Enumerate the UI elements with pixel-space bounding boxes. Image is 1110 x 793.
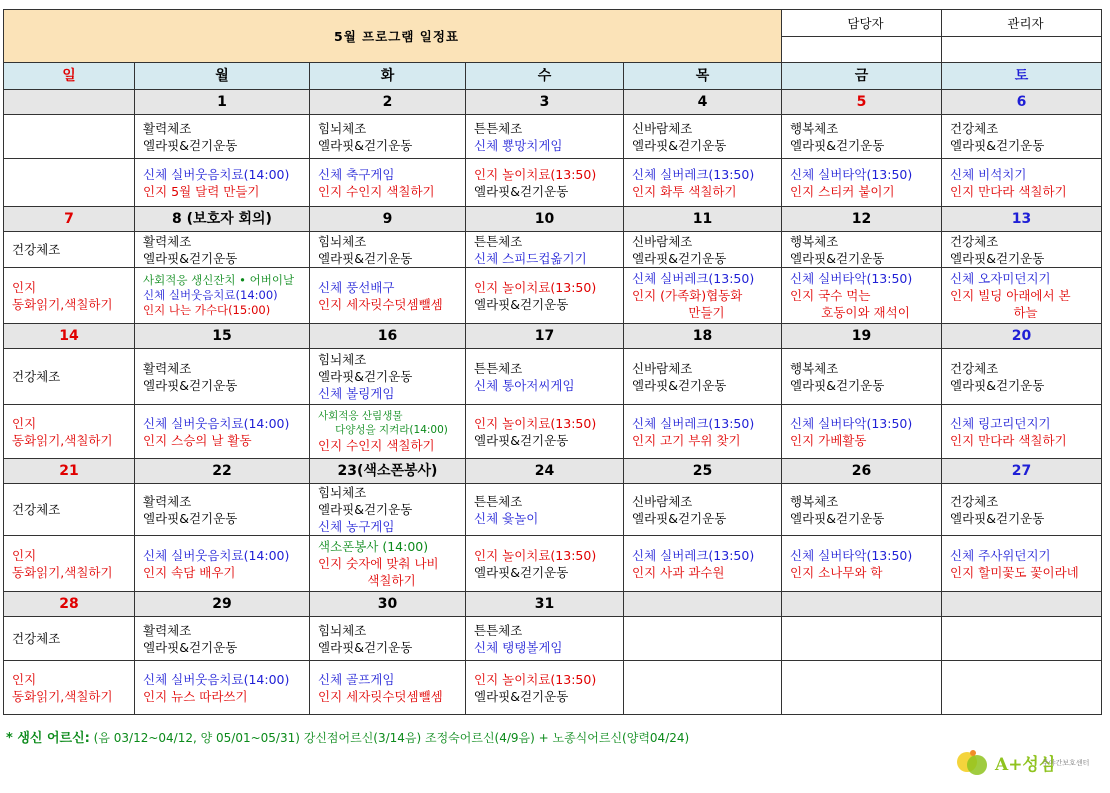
- date-cell: 16: [310, 324, 466, 349]
- program-line: 인지 만다라 색칠하기: [950, 183, 1067, 199]
- program-cell[interactable]: [942, 115, 1102, 159]
- date-cell: 19: [782, 324, 942, 349]
- program-cell[interactable]: [466, 661, 624, 715]
- program-cell[interactable]: [782, 484, 942, 536]
- date-cell: 17: [466, 324, 624, 349]
- date-cell: 27: [942, 459, 1102, 484]
- program-cell[interactable]: [135, 617, 310, 661]
- program-line: 신바람체조: [632, 120, 693, 136]
- program-line: 엘라핏&걷기운동: [318, 502, 413, 517]
- weekday-sat: 토: [942, 63, 1102, 90]
- program-line: 엘라핏&걷기운동: [790, 510, 885, 526]
- program-cell[interactable]: [782, 536, 942, 592]
- program-line: 튼튼체조: [474, 233, 523, 249]
- program-line: 활력체조: [143, 622, 192, 638]
- program-cell[interactable]: [782, 268, 942, 324]
- date-cell: [942, 592, 1102, 617]
- program-line: 엘라핏&걷기운동: [632, 137, 727, 153]
- program-line: 인지 숫자에 맞춰 나비: [318, 556, 439, 571]
- program-cell[interactable]: [466, 349, 624, 405]
- program-line: 신체 골프게임: [318, 671, 395, 687]
- program-cell[interactable]: [466, 536, 624, 592]
- program-line: 인지 나는 가수다(15:00): [143, 303, 271, 317]
- program-line: 엘라핏&걷기운동: [474, 688, 569, 704]
- program-line: 동화읽기,색칠하기: [12, 688, 113, 704]
- program-line: 건강체조: [12, 631, 61, 646]
- program-line: 건강체조: [950, 493, 999, 509]
- program-line: 신체 축구게임: [318, 166, 395, 182]
- date-cell: 10: [466, 207, 624, 232]
- program-line: 엘라핏&걷기운동: [318, 369, 413, 384]
- program-cell[interactable]: [310, 617, 466, 661]
- program-cell[interactable]: [624, 617, 782, 661]
- program-line: 동화읽기,색칠하기: [12, 296, 113, 312]
- pm-program-row: [4, 536, 1102, 592]
- program-line: 건강체조: [950, 120, 999, 136]
- am-program-row: [4, 484, 1102, 536]
- program-line: 엘라핏&걷기운동: [790, 377, 885, 393]
- program-line: 인지 가베활동: [790, 432, 867, 448]
- program-line: 인지 놀이치료(13:50): [474, 166, 597, 182]
- program-line: 신체 실버웃음치료(14:00): [143, 547, 290, 563]
- am-program-row: [4, 115, 1102, 159]
- program-line: 신체 풍선배구: [318, 279, 395, 295]
- program-line: 인지 만다라 색칠하기: [950, 432, 1067, 448]
- program-cell[interactable]: [942, 484, 1102, 536]
- program-line: 건강체조: [950, 233, 999, 249]
- date-cell: 15: [135, 324, 310, 349]
- program-cell[interactable]: [466, 405, 624, 459]
- program-cell[interactable]: [466, 268, 624, 324]
- program-line: 엘라핏&걷기운동: [474, 183, 569, 199]
- program-cell[interactable]: [135, 484, 310, 536]
- logo-heart-icon: [955, 745, 995, 779]
- date-cell: [782, 592, 942, 617]
- weekday-wed: 수: [466, 63, 624, 90]
- program-cell[interactable]: [782, 232, 942, 268]
- program-cell[interactable]: [4, 405, 135, 459]
- program-line: 힘뇌체조: [318, 120, 367, 136]
- program-cell[interactable]: [310, 268, 466, 324]
- program-cell[interactable]: [310, 115, 466, 159]
- program-cell[interactable]: [135, 405, 310, 459]
- program-line: 신체 실버레크(13:50): [632, 271, 755, 286]
- pm-program-row: [4, 661, 1102, 715]
- am-program-row: [4, 617, 1102, 661]
- program-line: 엘라핏&걷기운동: [950, 510, 1045, 526]
- program-line: 튼튼체조: [474, 120, 523, 136]
- program-cell[interactable]: [942, 405, 1102, 459]
- program-cell[interactable]: [942, 617, 1102, 661]
- program-line: 인지 스승의 날 활동: [143, 432, 252, 448]
- program-line: 인지 놀이치료(13:50): [474, 547, 597, 563]
- date-cell: 30: [310, 592, 466, 617]
- program-line: 행복체조: [790, 233, 839, 249]
- date-cell: [4, 90, 135, 115]
- program-line: 엘라핏&걷기운동: [143, 250, 238, 266]
- program-cell[interactable]: [310, 232, 466, 268]
- program-cell[interactable]: [942, 159, 1102, 207]
- program-cell[interactable]: [624, 536, 782, 592]
- program-line: 행복체조: [790, 493, 839, 509]
- program-line: 인지 5월 달력 만들기: [143, 183, 260, 199]
- program-line: 인지 속담 배우기: [143, 564, 236, 580]
- program-line: 인지 세자릿수덧셈뺄셈: [318, 688, 443, 704]
- am-program-row: [4, 349, 1102, 405]
- program-cell[interactable]: [4, 232, 135, 268]
- birthday-note-label: * 생신 어르신:: [6, 731, 90, 746]
- center-logo: [955, 745, 1090, 779]
- program-cell[interactable]: [135, 268, 310, 324]
- program-line: 힘뇌체조: [318, 485, 367, 500]
- program-cell[interactable]: [466, 115, 624, 159]
- program-line: 활력체조: [143, 360, 192, 376]
- program-line: 엘라핏&걷기운동: [790, 137, 885, 153]
- program-line: 건강체조: [12, 369, 61, 384]
- program-line: 엘라핏&걷기운동: [632, 510, 727, 526]
- program-cell[interactable]: [310, 349, 466, 405]
- program-line: 엘라핏&걷기운동: [474, 564, 569, 580]
- program-cell[interactable]: [135, 232, 310, 268]
- weekday-mon: 월: [135, 63, 310, 90]
- program-cell[interactable]: [782, 349, 942, 405]
- date-cell: 31: [466, 592, 624, 617]
- program-cell[interactable]: [310, 405, 466, 459]
- date-cell: 2: [310, 90, 466, 115]
- program-cell[interactable]: [942, 349, 1102, 405]
- program-cell[interactable]: [624, 159, 782, 207]
- program-cell[interactable]: [4, 536, 135, 592]
- program-line: 힘뇌체조: [318, 352, 367, 367]
- program-cell[interactable]: [942, 536, 1102, 592]
- program-line: 엘라핏&걷기운동: [950, 377, 1045, 393]
- date-row: [4, 324, 1102, 349]
- program-line: 신체 실버웃음치료(14:00): [143, 166, 290, 182]
- program-line: 엘라핏&걷기운동: [632, 377, 727, 393]
- program-line: 튼튼체조: [474, 493, 523, 509]
- program-cell[interactable]: [624, 115, 782, 159]
- program-line: 신체 실버타악(13:50): [790, 271, 913, 286]
- program-line: 행복체조: [790, 360, 839, 376]
- birthday-note-text: (음 03/12~04/12, 양 05/01~05/31) 강신점어르신(3/14음) 조정숙어르신(4/9음) + 노종식어르신(양력04/24): [93, 731, 690, 745]
- program-line: 다양성을 지켜라(14:00): [335, 424, 448, 436]
- program-cell[interactable]: [466, 159, 624, 207]
- date-cell: 22: [135, 459, 310, 484]
- date-cell: 3: [466, 90, 624, 115]
- program-line: 신체 스피드컵옮기기: [474, 250, 587, 266]
- program-line: 엘라핏&걷기운동: [143, 639, 238, 655]
- program-cell[interactable]: [310, 159, 466, 207]
- date-cell: 1: [135, 90, 310, 115]
- program-cell[interactable]: [942, 232, 1102, 268]
- date-cell: 18: [624, 324, 782, 349]
- program-line: 엘라핏&걷기운동: [950, 250, 1045, 266]
- program-line: 동화읽기,색칠하기: [12, 564, 113, 580]
- program-line: 인지 세자릿수덧셈뺄셈: [318, 296, 443, 312]
- program-line: 인지 스티커 붙이기: [790, 183, 895, 199]
- program-line: 인지 소나무와 학: [790, 564, 883, 580]
- date-cell: 26: [782, 459, 942, 484]
- date-cell: 6: [942, 90, 1102, 115]
- program-line: 신체 윷놀이: [474, 510, 539, 526]
- program-line: 엘라핏&걷기운동: [318, 250, 413, 266]
- program-cell[interactable]: [4, 617, 135, 661]
- date-cell: 23(색소폰봉사): [310, 459, 466, 484]
- program-line: 인지 수인지 색칠하기: [318, 438, 435, 453]
- manager-sign-label: 담당자: [782, 10, 942, 37]
- program-line: 인지: [12, 415, 37, 431]
- program-line: 신체 실버레크(13:50): [632, 547, 755, 563]
- program-cell[interactable]: [4, 484, 135, 536]
- program-line: 동화읽기,색칠하기: [12, 432, 113, 448]
- am-program-row: [4, 232, 1102, 268]
- program-line: 인지 놀이치료(13:50): [474, 415, 597, 431]
- program-cell[interactable]: [310, 536, 466, 592]
- program-line: 엘라핏&걷기운동: [790, 250, 885, 266]
- program-cell[interactable]: [624, 405, 782, 459]
- date-cell: [624, 592, 782, 617]
- weekday-tue: 화: [310, 63, 466, 90]
- program-line: 힘뇌체조: [318, 233, 367, 249]
- program-cell[interactable]: [466, 484, 624, 536]
- program-line: 인지 (가족화)협동화: [632, 288, 743, 303]
- program-line: 엘라핏&걷기운동: [474, 296, 569, 312]
- date-cell: 12: [782, 207, 942, 232]
- program-line: 사회적응 산림생물: [318, 410, 403, 422]
- program-line: 엘라핏&걷기운동: [632, 250, 727, 266]
- date-row: [4, 592, 1102, 617]
- program-cell[interactable]: [942, 661, 1102, 715]
- program-line: 인지 고기 부위 찾기: [632, 432, 741, 448]
- program-cell[interactable]: [4, 661, 135, 715]
- program-cell[interactable]: [782, 405, 942, 459]
- program-line: 인지 할미꽃도 꽃이라네: [950, 564, 1079, 580]
- program-line: 사회적응 생신잔치 • 어버이날: [143, 273, 295, 287]
- program-cell[interactable]: [624, 349, 782, 405]
- program-line: 신체 링고리던지기: [950, 415, 1051, 431]
- date-row: [4, 459, 1102, 484]
- program-line: 엘라핏&걷기운동: [474, 432, 569, 448]
- date-cell: 9: [310, 207, 466, 232]
- program-line: 신체 오자미던지기: [950, 271, 1051, 286]
- date-cell: 5: [782, 90, 942, 115]
- program-line: 인지 국수 먹는: [790, 288, 871, 303]
- birthday-note: [6, 727, 689, 746]
- program-line: 인지 놀이치료(13:50): [474, 279, 597, 295]
- program-cell[interactable]: [4, 349, 135, 405]
- program-cell[interactable]: [624, 661, 782, 715]
- program-cell[interactable]: [310, 661, 466, 715]
- date-cell: 8 (보호자 회의): [135, 207, 310, 232]
- program-line: 엘라핏&걷기운동: [318, 137, 413, 153]
- program-line: 활력체조: [143, 233, 192, 249]
- program-line: 활력체조: [143, 120, 192, 136]
- program-line: 색칠하기: [367, 573, 416, 588]
- program-cell[interactable]: [782, 159, 942, 207]
- schedule-table: [3, 9, 1102, 715]
- program-cell[interactable]: [782, 661, 942, 715]
- program-cell[interactable]: [310, 484, 466, 536]
- program-line: 신체 실버레크(13:50): [632, 415, 755, 431]
- program-line: 인지 빌딩 아래에서 본: [950, 288, 1071, 303]
- date-cell: 14: [4, 324, 135, 349]
- program-line: 하늘: [1013, 305, 1038, 320]
- manager-sign-box[interactable]: [782, 37, 942, 63]
- program-line: 신체 실버웃음치료(14:00): [143, 288, 278, 302]
- page-title: 5월 프로그램 일정표: [4, 10, 782, 63]
- program-line: 튼튼체조: [474, 360, 523, 376]
- program-line: 건강체조: [950, 360, 999, 376]
- program-cell[interactable]: [4, 115, 135, 159]
- program-line: 인지 화투 색칠하기: [632, 183, 737, 199]
- program-line: 호동이와 재석이: [821, 305, 910, 320]
- program-line: 신체 뿅망치게임: [474, 137, 563, 153]
- program-cell[interactable]: [135, 536, 310, 592]
- program-line: 만들기: [688, 305, 725, 320]
- admin-sign-box[interactable]: [942, 37, 1102, 63]
- pm-program-row: [4, 405, 1102, 459]
- program-line: 인지: [12, 671, 37, 687]
- pm-program-row: [4, 159, 1102, 207]
- program-line: 인지 놀이치료(13:50): [474, 671, 597, 687]
- date-row: [4, 90, 1102, 115]
- program-cell[interactable]: [4, 268, 135, 324]
- program-line: 신체 실버웃음치료(14:00): [143, 415, 290, 431]
- program-line: 신체 비석치기: [950, 166, 1027, 182]
- date-cell: 28: [4, 592, 135, 617]
- program-cell[interactable]: [942, 268, 1102, 324]
- program-line: 신바람체조: [632, 493, 693, 509]
- program-line: 신바람체조: [632, 233, 693, 249]
- weekday-header: [4, 63, 1102, 90]
- program-line: 신체 볼링게임: [318, 386, 395, 401]
- program-cell[interactable]: [135, 349, 310, 405]
- program-line: 신체 실버웃음치료(14:00): [143, 671, 290, 687]
- date-cell: 21: [4, 459, 135, 484]
- date-cell: 29: [135, 592, 310, 617]
- weekday-fri: 금: [782, 63, 942, 90]
- logo-text: A+성심: [995, 755, 1056, 775]
- program-line: 인지: [12, 547, 37, 563]
- program-line: 신체 주사위던지기: [950, 547, 1051, 563]
- program-line: 신체 실버타악(13:50): [790, 547, 913, 563]
- logo-subtitle: 주야간보호센터: [1042, 759, 1090, 767]
- date-cell: 20: [942, 324, 1102, 349]
- program-cell[interactable]: [782, 617, 942, 661]
- date-cell: 4: [624, 90, 782, 115]
- program-cell[interactable]: [135, 115, 310, 159]
- program-line: 건강체조: [12, 502, 61, 517]
- program-line: 인지 뉴스 따라쓰기: [143, 688, 248, 704]
- program-line: 신체 실버레크(13:50): [632, 166, 755, 182]
- program-line: 엘라핏&걷기운동: [318, 639, 413, 655]
- program-line: 신바람체조: [632, 360, 693, 376]
- date-cell: 7: [4, 207, 135, 232]
- program-line: 인지 수인지 색칠하기: [318, 183, 435, 199]
- program-cell[interactable]: [466, 232, 624, 268]
- program-line: 신체 실버타악(13:50): [790, 166, 913, 182]
- program-line: 신체 통아저씨게임: [474, 377, 575, 393]
- program-cell[interactable]: [624, 232, 782, 268]
- program-line: 색소폰봉사 (14:00): [318, 539, 429, 554]
- program-cell[interactable]: [782, 115, 942, 159]
- program-cell[interactable]: [624, 484, 782, 536]
- program-cell[interactable]: [466, 617, 624, 661]
- program-line: 튼튼체조: [474, 622, 523, 638]
- date-cell: 24: [466, 459, 624, 484]
- date-cell: 25: [624, 459, 782, 484]
- program-line: 인지 사과 과수원: [632, 564, 725, 580]
- program-line: 인지: [12, 279, 37, 295]
- program-line: 건강체조: [12, 242, 61, 257]
- program-line: 행복체조: [790, 120, 839, 136]
- program-cell[interactable]: [135, 159, 310, 207]
- date-row: [4, 207, 1102, 232]
- weekday-sun: 일: [4, 63, 135, 90]
- program-line: 엘라핏&걷기운동: [143, 510, 238, 526]
- program-line: 엘라핏&걷기운동: [950, 137, 1045, 153]
- program-cell[interactable]: [4, 159, 135, 207]
- weekday-thu: 목: [624, 63, 782, 90]
- program-line: 엘라핏&걷기운동: [143, 137, 238, 153]
- date-cell: 13: [942, 207, 1102, 232]
- program-line: 신체 탱탱볼게임: [474, 639, 563, 655]
- program-cell[interactable]: [135, 661, 310, 715]
- pm-program-row: [4, 268, 1102, 324]
- program-line: 엘라핏&걷기운동: [143, 377, 238, 393]
- program-cell[interactable]: [624, 268, 782, 324]
- program-line: 활력체조: [143, 493, 192, 509]
- program-line: 신체 농구게임: [318, 519, 395, 534]
- program-line: 힘뇌체조: [318, 622, 367, 638]
- program-line: 신체 실버타악(13:50): [790, 415, 913, 431]
- admin-sign-label: 관리자: [942, 10, 1102, 37]
- date-cell: 11: [624, 207, 782, 232]
